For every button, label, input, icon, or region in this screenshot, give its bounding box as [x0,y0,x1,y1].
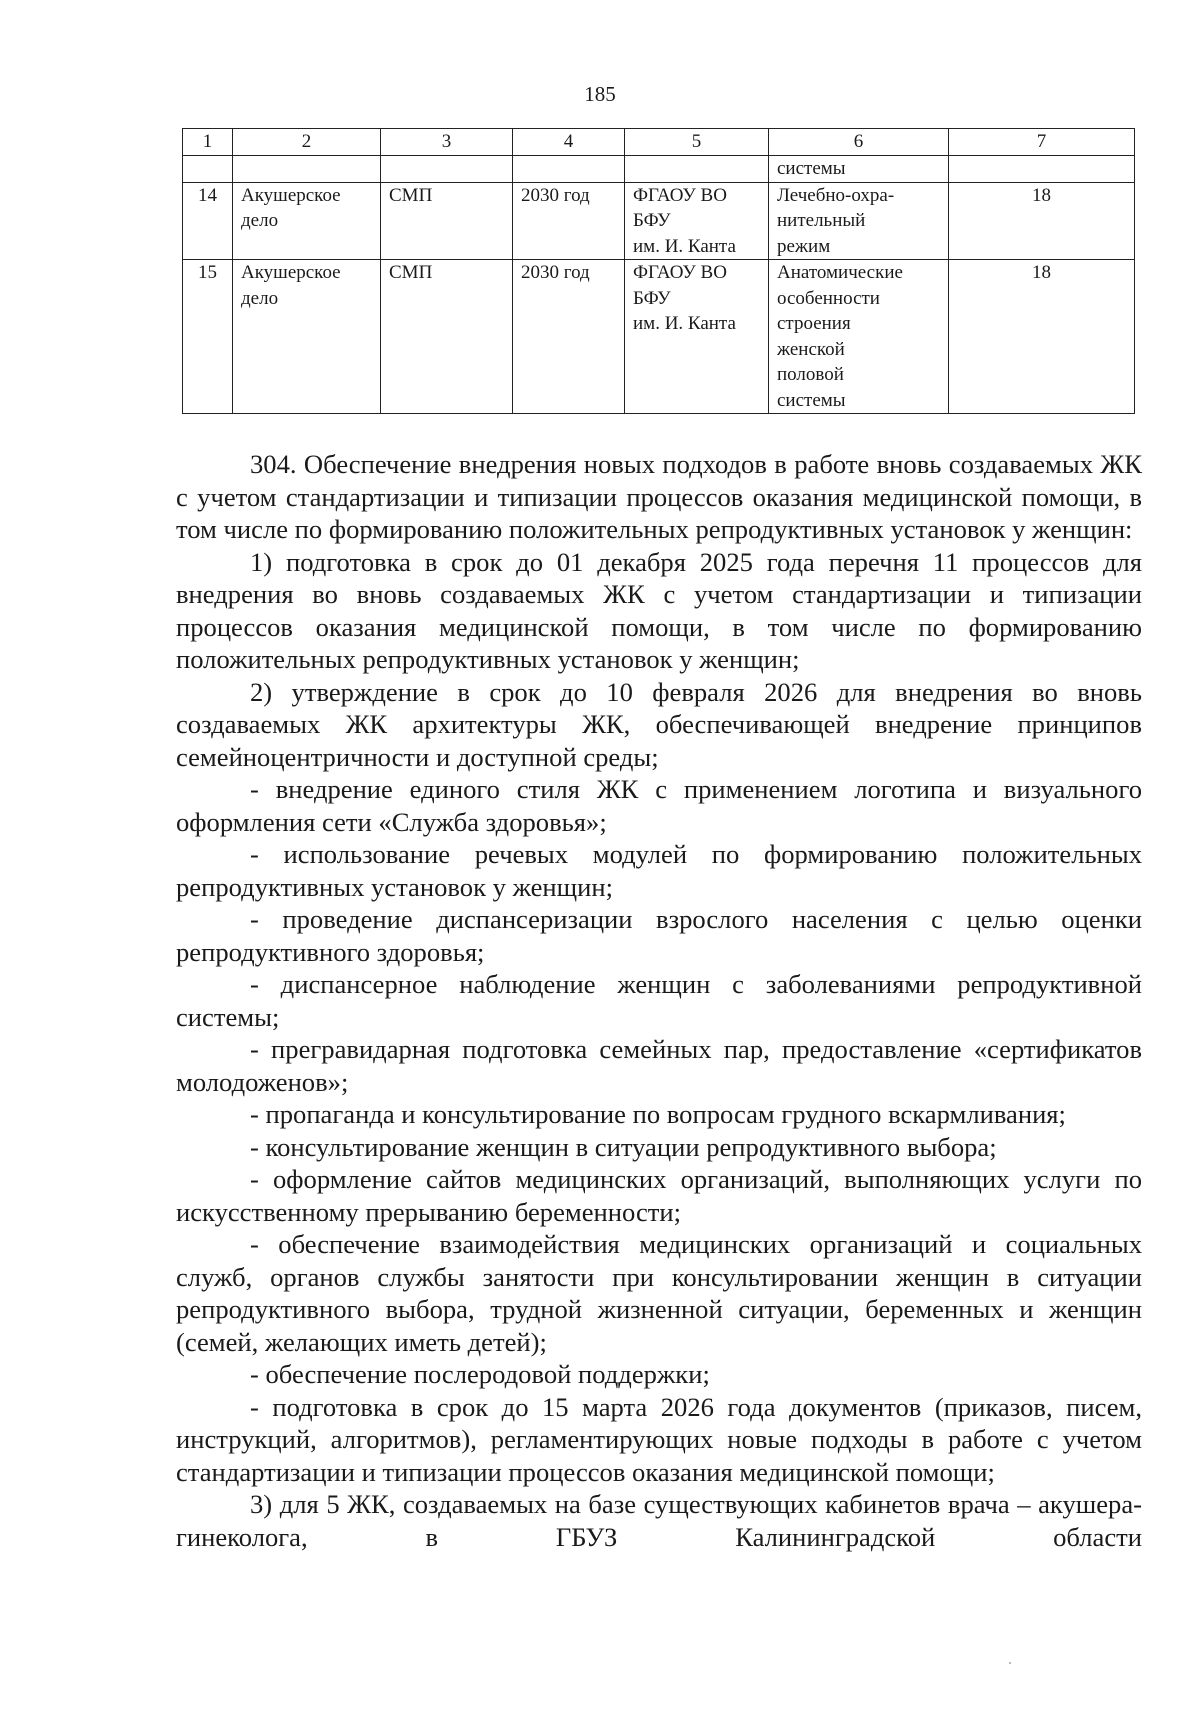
cell-line: особенности [777,287,880,309]
list-item: - внедрение единого стиля ЖК с применением логотипа и визуального оформления сети «Служба здоровья»; [176,774,1142,837]
list-item: - пропаганда и консультирование по вопросам грудного вскармливания; [250,1099,1066,1129]
table-cell [949,156,1135,183]
topic-cell [769,182,949,260]
specialty-cell [233,182,381,260]
list-item: - проведение диспансеризации взрослого населения с целью оценки репродуктивного здоровья; [176,904,1142,967]
table-header-cell: 2 [233,129,381,156]
schedule-table [182,128,1135,414]
hours-cell: 18 [949,260,1135,414]
list-item: - прегравидарная подготовка семейных пар, предоставление «сертификатов молодоженов»; [176,1034,1142,1097]
table-cell [513,156,625,183]
table-row [183,182,1135,260]
table-cell [233,156,381,183]
topic-cell [769,260,949,414]
table-cell [183,156,233,183]
cell-line: режим [777,235,831,257]
cell-line: строения [777,313,851,334]
cell-line: нительный [777,210,866,231]
cell-line: женской [777,338,845,360]
cell-line: им. И. Канта [633,235,736,257]
type-cell: СМП [381,182,513,260]
table-continuation-row [183,156,1135,183]
cell-line: системы [777,389,846,411]
document-body [176,448,1142,1553]
table-header-cell: 4 [513,129,625,156]
row-number-cell: 15 [183,260,233,414]
subparagraph-1: 1) подготовка в срок до 01 декабря 2025 года перечня 11 процессов для внедрения во вновь создаваемых ЖК с учетом стандартизации и типизации процессов оказания медицинской помощи, в том числе по формированию положительных репродуктивных установок у женщин; [176,546,1142,674]
cell-line: Лечебно-охра- [777,184,895,206]
list-item: - консультирование женщин в ситуации репродуктивного выбора; [250,1131,997,1162]
cell-line: Акушерское [241,262,341,283]
cell-line: Акушерское [241,184,341,206]
hours-cell: 18 [949,182,1135,260]
list-item: - оформление сайтов медицинских организаций, выполняющих услуги по искусственному прерыванию беременности; [176,1164,1142,1227]
list-item: - диспансерное наблюдение женщин с заболеваниями репродуктивной системы; [176,969,1142,1032]
table-header-cell: 1 [183,129,233,156]
subparagraph-2: 2) утверждение в срок до 10 февраля 2026 для внедрения во вновь создаваемых ЖК архитектуры ЖК, обеспечивающей внедрение принципов семейноцентричности и доступной среды; [176,676,1142,772]
list-item: - обеспечение послеродовой поддержки; [250,1359,710,1389]
cell-line: дело [241,287,279,309]
list-item: - обеспечение взаимодействия медицинских организаций и социальных служб, органов службы занятости при консультировании женщин в ситуации репродуктивного выбора, трудной жизненной ситуации, беременных и женщин (семей, желающих иметь детей); [176,1229,1142,1357]
cell-line: Анатомические [777,262,903,283]
cell-line: ФГАОУ ВО [633,184,727,206]
table-cell [381,156,513,183]
year-cell: 2030 год [513,260,625,414]
cell-line: им. И. Канта [633,313,736,334]
table-header-cell: 7 [949,129,1135,156]
organization-cell [625,260,769,414]
table-header-cell: 6 [769,129,949,156]
scan-artifact [1009,1662,1011,1664]
table-header-cell: 3 [381,129,513,156]
row-number-cell: 14 [183,182,233,260]
cell-line: БФУ [633,287,671,309]
cell-line: дело [241,210,279,231]
table-row [183,260,1135,414]
list-item: - использование речевых модулей по формированию положительных репродуктивных установок у женщин; [176,839,1142,902]
page-number: 185 [584,82,616,106]
table-header-cell: 5 [625,129,769,156]
list-item: - подготовка в срок до 15 марта 2026 года документов (приказов, писем, инструкций, алгоритмов), регламентирующих новые подходы в работе с учетом стандартизации и типизации процессов оказания медицинской помощи; [176,1391,1142,1487]
year-cell: 2030 год [513,182,625,260]
table-cell: системы [769,156,949,183]
organization-cell [625,182,769,260]
cell-line: ФГАОУ ВО [633,262,727,283]
paragraph-304: 304. Обеспечение внедрения новых подходов в работе вновь создаваемых ЖК с учетом стандартизации и типизации процессов оказания медицинской помощи, в том числе по формированию положительных репродуктивных установок у женщин: [176,449,1142,544]
cell-line: БФУ [633,210,671,231]
subparagraph-3: 3) для 5 ЖК, создаваемых на базе существующих кабинетов врача – акушера-гинеколога, в ГБУЗ Калининградской области [176,1489,1142,1552]
type-cell: СМП [381,260,513,414]
specialty-cell [233,260,381,414]
cell-line: половой [777,364,844,385]
table-header-row [183,129,1135,156]
table-cell [625,156,769,183]
